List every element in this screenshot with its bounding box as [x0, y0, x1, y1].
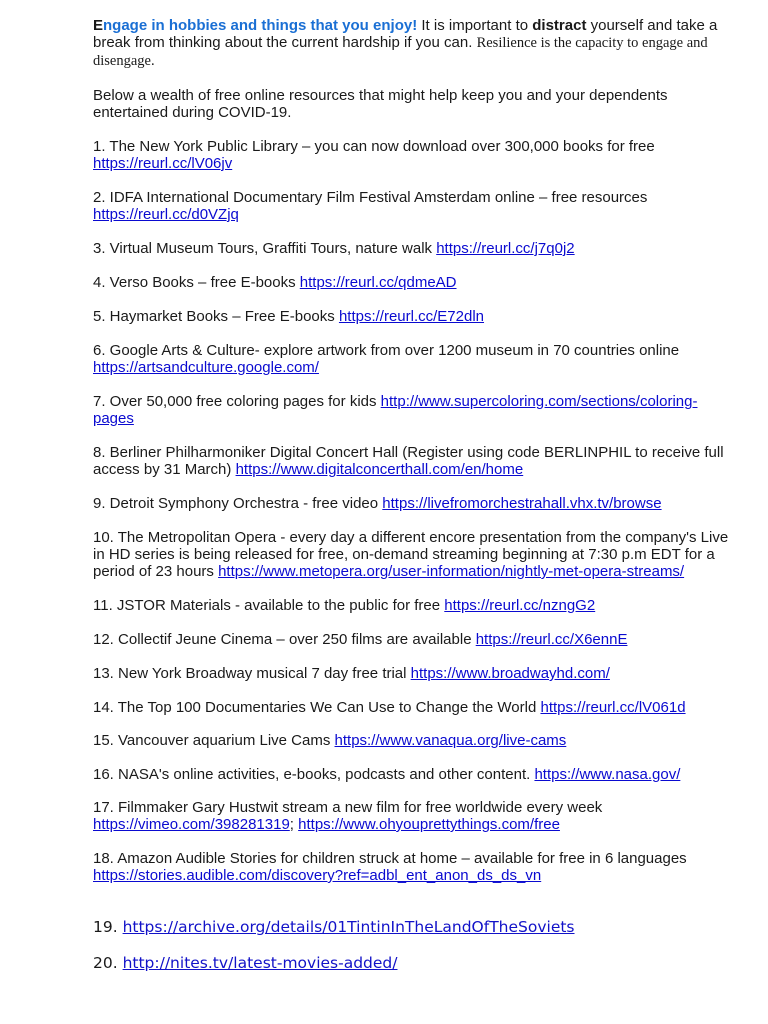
- list-item-link[interactable]: https://reurl.cc/X6ennE: [475, 631, 628, 648]
- list-item-20: [93, 953, 733, 973]
- list-item-link[interactable]: https://reurl.cc/lV061d: [540, 699, 686, 716]
- list-item-link[interactable]: https://www.vanaqua.org/live-cams: [334, 732, 567, 749]
- list-item-text: 14. The Top 100 Documentaries We Can Use to Change the World: [93, 699, 541, 716]
- list-item-link[interactable]: https://www.metopera.org/user-information/nightly-met-opera-streams/: [218, 563, 685, 580]
- list-item-text: 11. JSTOR Materials - available to the public for free: [93, 597, 445, 614]
- list-item-text: 3. Virtual Museum Tours, Graffiti Tours, nature walk: [93, 240, 437, 257]
- list-item-link[interactable]: https://livefromorchestrahall.vhx.tv/browse: [382, 495, 662, 512]
- list-item-6: [93, 342, 733, 376]
- list-item-17: [93, 799, 733, 833]
- list-item-13: [93, 665, 733, 682]
- list-item-link[interactable]: https://www.digitalconcerthall.com/en/home: [235, 461, 524, 478]
- list-item-text: 15. Vancouver aquarium Live Cams: [93, 732, 335, 749]
- list-item-text: 18. Amazon Audible Stories for children struck at home – available for free in 6 languages: [93, 850, 687, 867]
- list-item-link[interactable]: https://archive.org/details/01TintinInTheLandOfTheSoviets: [122, 918, 575, 936]
- list-item-3: [93, 240, 733, 257]
- list-item-text: 16. NASA's online activities, e-books, podcasts and other content.: [93, 766, 535, 783]
- list-item-1: [93, 138, 733, 172]
- list-item-2: [93, 189, 733, 223]
- list-item-link[interactable]: https://reurl.cc/lV06jv: [93, 155, 233, 172]
- list-item-8: [93, 444, 733, 478]
- list-item-link[interactable]: https://www.broadwayhd.com/: [410, 665, 610, 682]
- intro-bold-word: distract: [532, 17, 587, 34]
- list-item-text: 4. Verso Books – free E-books: [93, 274, 300, 291]
- list-item-text: 2. IDFA International Documentary Film Festival Amsterdam online – free resources: [93, 189, 648, 206]
- list-item-11: [93, 597, 733, 614]
- link-separator: ;: [289, 816, 299, 833]
- list-item-14: [93, 699, 733, 716]
- list-item-text: 13. New York Broadway musical 7 day free trial: [93, 665, 411, 682]
- list-item-link[interactable]: https://reurl.cc/j7q0j2: [436, 240, 575, 257]
- list-item-16: [93, 766, 733, 783]
- list-item-text: 9. Detroit Symphony Orchestra - free video: [93, 495, 383, 512]
- document-page: [93, 17, 733, 973]
- spacer: [93, 884, 733, 917]
- list-item-link[interactable]: http://nites.tv/latest-movies-added/: [122, 954, 398, 972]
- list-item-link[interactable]: https://reurl.cc/nzngG2: [444, 597, 596, 614]
- list-item-link[interactable]: http://www.supercoloring.com/sections/coloring-pages: [93, 393, 698, 427]
- vimeo-link[interactable]: https://vimeo.com/398281319: [93, 816, 290, 833]
- list-item-18: [93, 850, 733, 884]
- list-item-number: 20.: [93, 954, 123, 972]
- subintro-paragraph: Below a wealth of free online resources that might help keep you and your dependents entertained during COVID-19.: [93, 87, 668, 121]
- list-item-text: 5. Haymarket Books – Free E-books: [93, 308, 339, 325]
- list-item-text: 17. Filmmaker Gary Hustwit stream a new film for free worldwide every week: [93, 799, 603, 816]
- list-item-9: [93, 495, 733, 512]
- list-item-4: [93, 274, 733, 291]
- list-item-text: 6. Google Arts & Culture- explore artwork from over 1200 museum in 70 countries online: [93, 342, 680, 359]
- list-item-link[interactable]: https://reurl.cc/qdmeAD: [299, 274, 457, 291]
- ohyouprettythings-link[interactable]: https://www.ohyouprettythings.com/free: [298, 816, 560, 833]
- list-item-10: [93, 529, 733, 580]
- list-item-5: [93, 308, 733, 325]
- list-item-text: 1. The New York Public Library – you can now download over 300,000 books for free: [93, 138, 655, 155]
- list-item-text: 8. Berliner Philharmoniker Digital Concert Hall (Register using code BERLINPHIL to receive full access by 31 March): [93, 444, 724, 478]
- list-item-link[interactable]: https://reurl.cc/d0VZjq: [93, 206, 239, 223]
- list-item-link[interactable]: https://artsandculture.google.com/: [93, 359, 319, 376]
- intro-text-a: It is important to: [417, 17, 533, 34]
- intro-lead-heading: ngage in hobbies and things that you enjoy!: [103, 17, 418, 34]
- list-item-text: 10. The Metropolitan Opera - every day a different encore presentation from the company's Live in HD series is being released for free, on-demand streaming beginning at 7:30 p.m EDT for a period of 23 hours: [93, 529, 729, 580]
- list-item-link[interactable]: https://stories.audible.com/discovery?ref=adbl_ent_anon_ds_ds_vn: [93, 867, 542, 884]
- list-item-12: [93, 631, 733, 648]
- list-item-19: [93, 917, 733, 937]
- intro-resilience-quote: Resilience is the capacity to engage and disengage.: [93, 35, 708, 69]
- list-item-link[interactable]: https://www.nasa.gov/: [534, 766, 681, 783]
- intro-text-b: yourself and take a break from thinking about the current hardship if you can.: [93, 17, 718, 51]
- intro-paragraph: [93, 17, 733, 70]
- list-item-text: 7. Over 50,000 free coloring pages for kids: [93, 393, 381, 410]
- list-item-number: 19.: [93, 918, 123, 936]
- list-item-text: 12. Collectif Jeune Cinema – over 250 films are available: [93, 631, 476, 648]
- list-item-7: [93, 393, 733, 427]
- list-item-15: [93, 732, 733, 749]
- list-item-link[interactable]: https://reurl.cc/E72dln: [338, 308, 485, 325]
- intro-lead-letter: E: [93, 17, 104, 34]
